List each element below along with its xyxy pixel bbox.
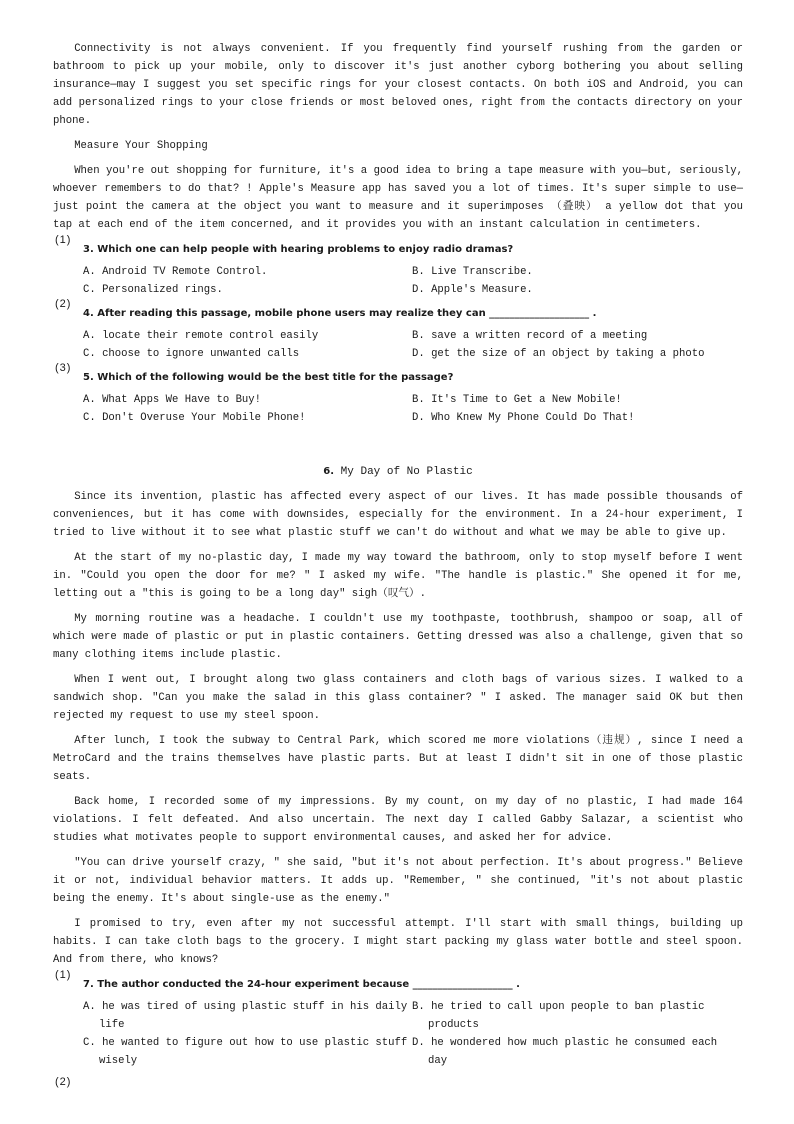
- passage-paragraph: "You can drive yourself crazy, " she said, "but it's not about perfection. It's about progress." Believe it or not, individual behavior matters. It adds up. "Remember, " she continued, "it's not about plastic being the enemy. It's about single-use as the enemy.": [53, 857, 743, 905]
- question-8-stub: [53, 1076, 743, 1094]
- option-a[interactable]: A. What Apps We Have to Buy!: [83, 394, 262, 406]
- question-number: (2): [55, 298, 72, 310]
- passage-paragraph: I promised to try, even after my not successful attempt. I'll start with small things, building up habits. I can take cloth bags to the grocery. I might start packing my glass water bottle and steel spoon. And from there, who knows?: [53, 918, 743, 966]
- option-a[interactable]: A. he was tired of using plastic stuff in his daily life: [83, 1001, 408, 1031]
- option-d[interactable]: D. he wondered how much plastic he consumed each day: [412, 1037, 718, 1067]
- option-a[interactable]: A. Android TV Remote Control.: [83, 266, 268, 278]
- option-b[interactable]: B. Live Transcribe.: [412, 266, 533, 278]
- options-7: [53, 998, 743, 1070]
- option-b[interactable]: B. save a written record of a meeting: [412, 330, 648, 342]
- question-text: 4. After reading this passage, mobile phone users may realize they can ____________________ .: [83, 308, 597, 319]
- question-number: (1): [55, 969, 72, 981]
- question-text: 5. Which of the following would be the best title for the passage?: [83, 372, 454, 383]
- passage-paragraph: When I went out, I brought along two glass containers and cloth bags of various sizes. I walked to a sandwich shop. "Can you make the salad in this glass container? " I asked. The manager said OK but then rejected my request to use my steel spoon.: [53, 674, 743, 722]
- question-number: (3): [55, 362, 72, 374]
- question-text: 7. The author conducted the 24-hour experiment because ____________________ .: [83, 979, 520, 990]
- passage-title-text: My Day of No Plastic: [340, 466, 473, 478]
- paragraph-measure: When you're out shopping for furniture, it's a good idea to bring a tape measure with you—but, seriously, whoever remembers to do that? ! Apple's Measure app has saved you a lot of times. It's super simple to use—just point the camera at the object you want to measure and it superimposes （叠映） a yellow dot that you tap at each end of the item concerned, and it provides you with an instant calculation in centimeters.: [53, 165, 743, 231]
- question-5: [53, 362, 743, 387]
- option-c[interactable]: C. choose to ignore unwanted calls: [83, 348, 300, 360]
- passage-paragraph: Back home, I recorded some of my impressions. By my count, on my day of no plastic, I had made 164 violations. I felt defeated. And also uncertain. The next day I called Gabby Salazar, a scientist who studies what motivates people to support environmental causes, and asked her for advice.: [53, 796, 743, 844]
- option-c[interactable]: C. Don't Overuse Your Mobile Phone!: [83, 412, 306, 424]
- question-7: [53, 969, 743, 994]
- subheading-measure: Measure Your Shopping: [74, 140, 208, 152]
- passage-paragraph: My morning routine was a headache. I couldn't use my toothpaste, toothbrush, shampoo or soap, all of which were made of plastic or put in plastic containers. Getting dressed was also a challenge, given that so many clothing items include plastic.: [53, 613, 743, 661]
- passage-title: [53, 463, 743, 481]
- option-c[interactable]: C. he wanted to figure out how to use plastic stuff wisely: [83, 1037, 408, 1067]
- option-c[interactable]: C. Personalized rings.: [83, 284, 223, 296]
- option-a[interactable]: A. locate their remote control easily: [83, 330, 319, 342]
- option-d[interactable]: D. Apple's Measure.: [412, 284, 533, 296]
- option-b[interactable]: B. It's Time to Get a New Mobile!: [412, 394, 622, 406]
- option-d[interactable]: D. get the size of an object by taking a photo: [412, 348, 705, 360]
- paragraph-connectivity: Connectivity is not always convenient. If you frequently find yourself rushing from the garden or bathroom to pick up your mobile, only to discover it's just another cyborg bothering you about selling insurance—may I suggest you set specific rings for your closest contacts. On both iOS and Android, you can add personalized rings to your close friends or most beloved ones, right from the contacts directory on your phone.: [53, 43, 743, 127]
- document-page: [53, 40, 743, 1094]
- question-number: (1): [55, 234, 72, 246]
- option-b[interactable]: B. he tried to call upon people to ban plastic products: [412, 1001, 705, 1031]
- passage-number: 6.: [323, 466, 335, 477]
- option-d[interactable]: D. Who Knew My Phone Could Do That!: [412, 412, 635, 424]
- options-3: [53, 263, 743, 299]
- passage-paragraph: After lunch, I took the subway to Central Park, which scored me more violations（违规）, since I need a MetroCard and the trains themselves have plastic parts. But at least I didn't sit in one of those plastic seats.: [53, 735, 743, 783]
- options-4: [53, 327, 743, 363]
- options-5: [53, 391, 743, 427]
- question-4: [53, 298, 743, 323]
- question-3: [53, 234, 743, 259]
- question-text: 3. Which one can help people with hearing problems to enjoy radio dramas?: [83, 244, 514, 255]
- question-number: (2): [55, 1076, 72, 1088]
- passage-paragraph: At the start of my no-plastic day, I made my way toward the bathroom, only to stop myself before I went in. "Could you open the door for me? " I asked my wife. "The handle is plastic." She opened it for me, letting out a "this is going to be a long day" sigh（叹气）.: [53, 552, 743, 600]
- passage-paragraph: Since its invention, plastic has affected every aspect of our lives. It has made possible thousands of conveniences, but it has come with downsides, especially for the environment. In a 24-hour experiment, I tried to live without it to see what plastic stuff we can't do without and what we may be able to give up.: [53, 491, 743, 539]
